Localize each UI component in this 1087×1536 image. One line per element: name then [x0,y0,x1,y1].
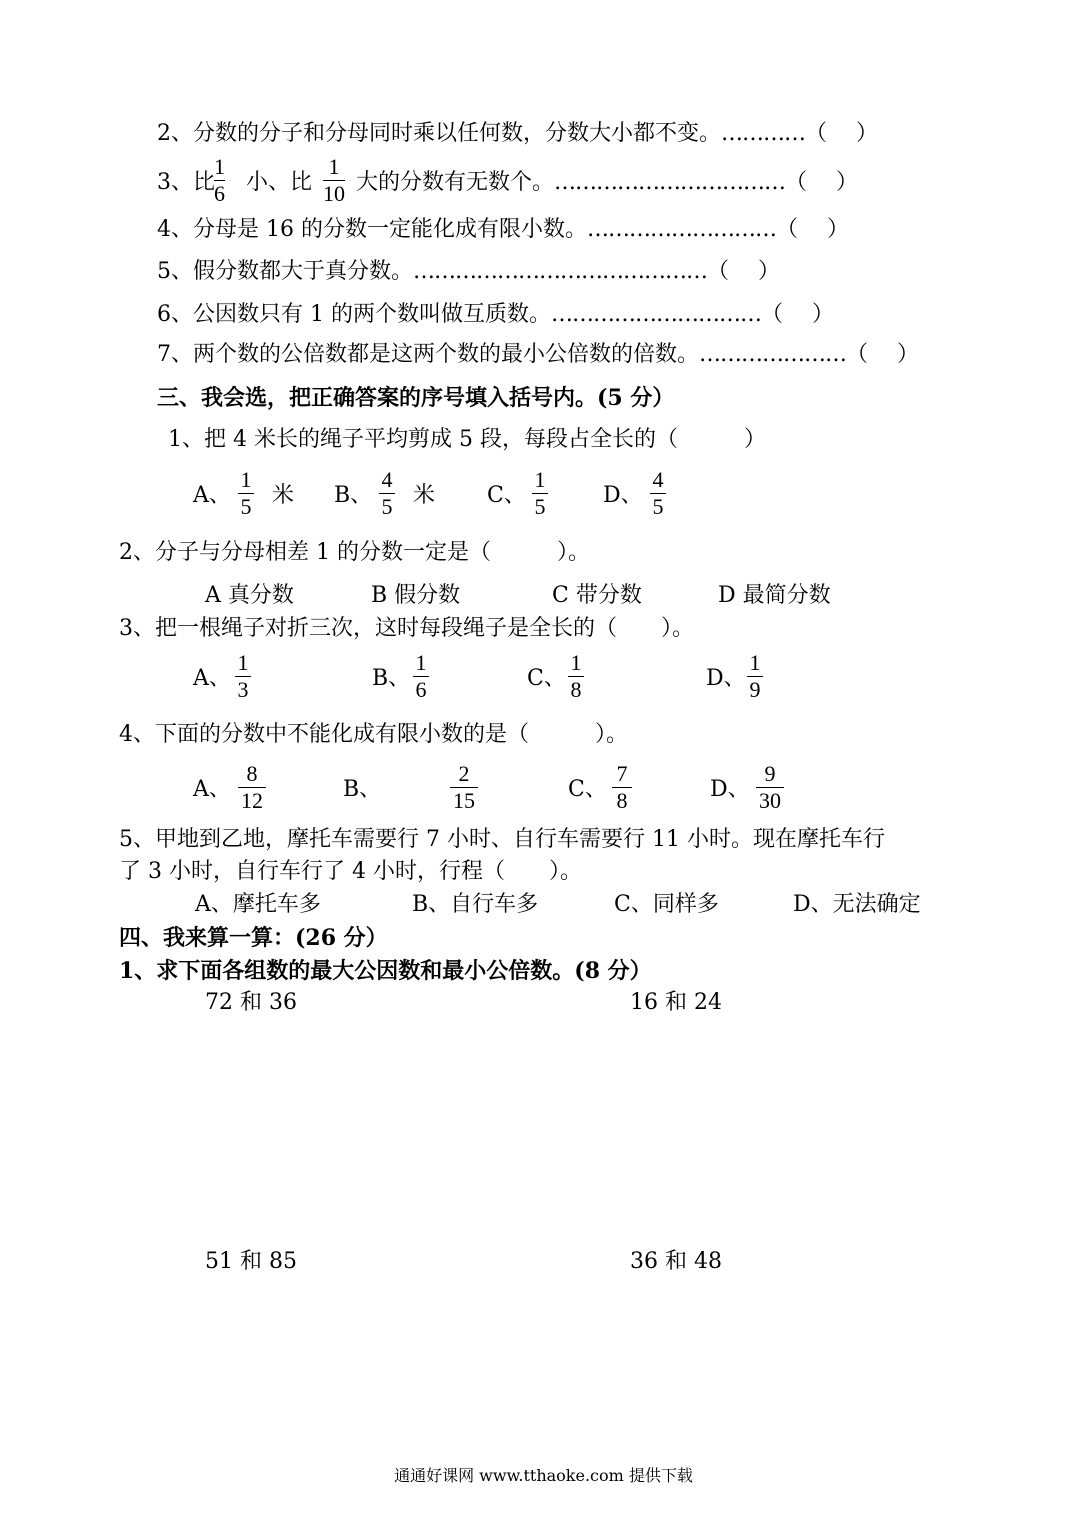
q3-option-c-fraction: 1 8 [568,651,584,702]
answer-paren[interactable]: （ ） [846,342,919,367]
pair-72-36: 72 和 36 [205,990,297,1015]
q1-option-b[interactable]: B、 [334,483,373,508]
answer-paren[interactable]: （ ） [805,121,878,146]
q4-option-a[interactable]: A、 [193,777,231,802]
judge-q2: 2、分数的分子和分母同时乘以任何数，分数大小都不变。…………（ ） [157,121,878,146]
judge-q3: 3、比 [157,170,215,195]
q3-option-c[interactable]: C、 [527,666,566,691]
answer-paren[interactable]: （ ） [760,302,834,327]
q4-option-b[interactable]: B、 [343,777,382,802]
q4-option-c-fraction: 7 8 [612,762,632,813]
judge-q7: 7、两个数的公倍数都是这两个数的最小公倍数的倍数。…………………（ ） [157,342,919,367]
choice-q5-line1: 5、甲地到乙地，摩托车需要行 7 小时、自行车需要行 11 小时。现在摩托车行 [119,827,885,852]
section4-title: 四、我来算一算：(26 分） [119,925,388,951]
choice-q3: 3、把一根绳子对折三次，这时每段绳子是全长的（ ）。 [119,616,694,641]
q2-option-a[interactable]: A 真分数 [205,583,294,608]
q2-option-b[interactable]: B 假分数 [371,583,461,608]
section4-sub1: 1、求下面各组数的最大公因数和最小公倍数。(8 分） [119,958,652,984]
answer-paren[interactable]: （ ） [775,217,849,242]
q4-option-a-fraction: 8 12 [238,762,266,813]
answer-paren[interactable]: （ ） [707,259,780,284]
q5-option-b[interactable]: B、自行车多 [412,892,539,917]
q1-option-c-fraction: 1 5 [532,468,548,519]
choice-q2: 2、分子与分母相差 1 的分数一定是（ ）。 [119,540,590,565]
fraction-1-10: 1 10 [323,154,345,206]
q1-option-b-unit: 米 [413,483,436,508]
q1-option-d[interactable]: D、 [603,483,643,508]
choice-q4: 4、下面的分数中不能化成有限小数的是（ ）。 [119,722,628,747]
q3-option-a-fraction: 1 3 [235,651,251,702]
judge-q4: 4、分母是 16 的分数一定能化成有限小数。………………………（ ） [157,217,849,242]
q3-option-a[interactable]: A、 [193,666,231,691]
q2-option-c[interactable]: C 带分数 [552,583,642,608]
q4-option-d-fraction: 9 30 [756,762,784,813]
choice-q5-line2: 了 3 小时，自行车行了 4 小时，行程（ ）。 [119,859,582,884]
judge-q3-mid: 小、比 [246,170,313,195]
q2-option-d[interactable]: D 最简分数 [718,583,831,608]
judge-q3-post: 大的分数有无数个。……………………………（ ） [356,170,859,195]
q5-option-a[interactable]: A、摩托车多 [195,892,321,917]
q1-option-b-fraction: 4 5 [379,468,395,519]
q1-option-d-fraction: 4 5 [650,468,666,519]
q3-option-b[interactable]: B、 [372,666,411,691]
q5-option-d[interactable]: D、无法确定 [793,892,921,917]
q3-option-d[interactable]: D、 [706,666,746,691]
q1-option-a[interactable]: A、 [193,483,231,508]
q3-option-b-fraction: 1 6 [413,651,429,702]
q3-option-d-fraction: 1 9 [747,651,763,702]
q4-option-b-fraction: 2 15 [450,762,478,813]
q5-option-c[interactable]: C、同样多 [614,892,719,917]
answer-paren[interactable]: （ ） [785,170,859,195]
pair-51-85: 51 和 85 [205,1249,297,1274]
judge-q5: 5、假分数都大于真分数。……………………………………（ ） [157,259,780,284]
page-footer: 通通好课网 www.tthaoke.com 提供下载 [394,1466,693,1485]
pair-16-24: 16 和 24 [630,990,722,1015]
pair-36-48: 36 和 48 [630,1249,722,1274]
choice-q1: 1、把 4 米长的绳子平均剪成 5 段，每段占全长的（ ） [168,427,766,452]
q1-option-a-fraction: 1 5 [238,468,254,519]
q1-option-c[interactable]: C、 [487,483,526,508]
section3-title: 三、我会选，把正确答案的序号填入括号内。(5 分） [157,385,675,411]
judge-q6: 6、公因数只有 1 的两个数叫做互质数。…………………………（ ） [157,302,834,327]
fraction-1-6: 1 6 [214,154,225,206]
q4-option-c[interactable]: C、 [568,777,607,802]
q1-option-a-unit: 米 [272,483,295,508]
q4-option-d[interactable]: D、 [710,777,750,802]
